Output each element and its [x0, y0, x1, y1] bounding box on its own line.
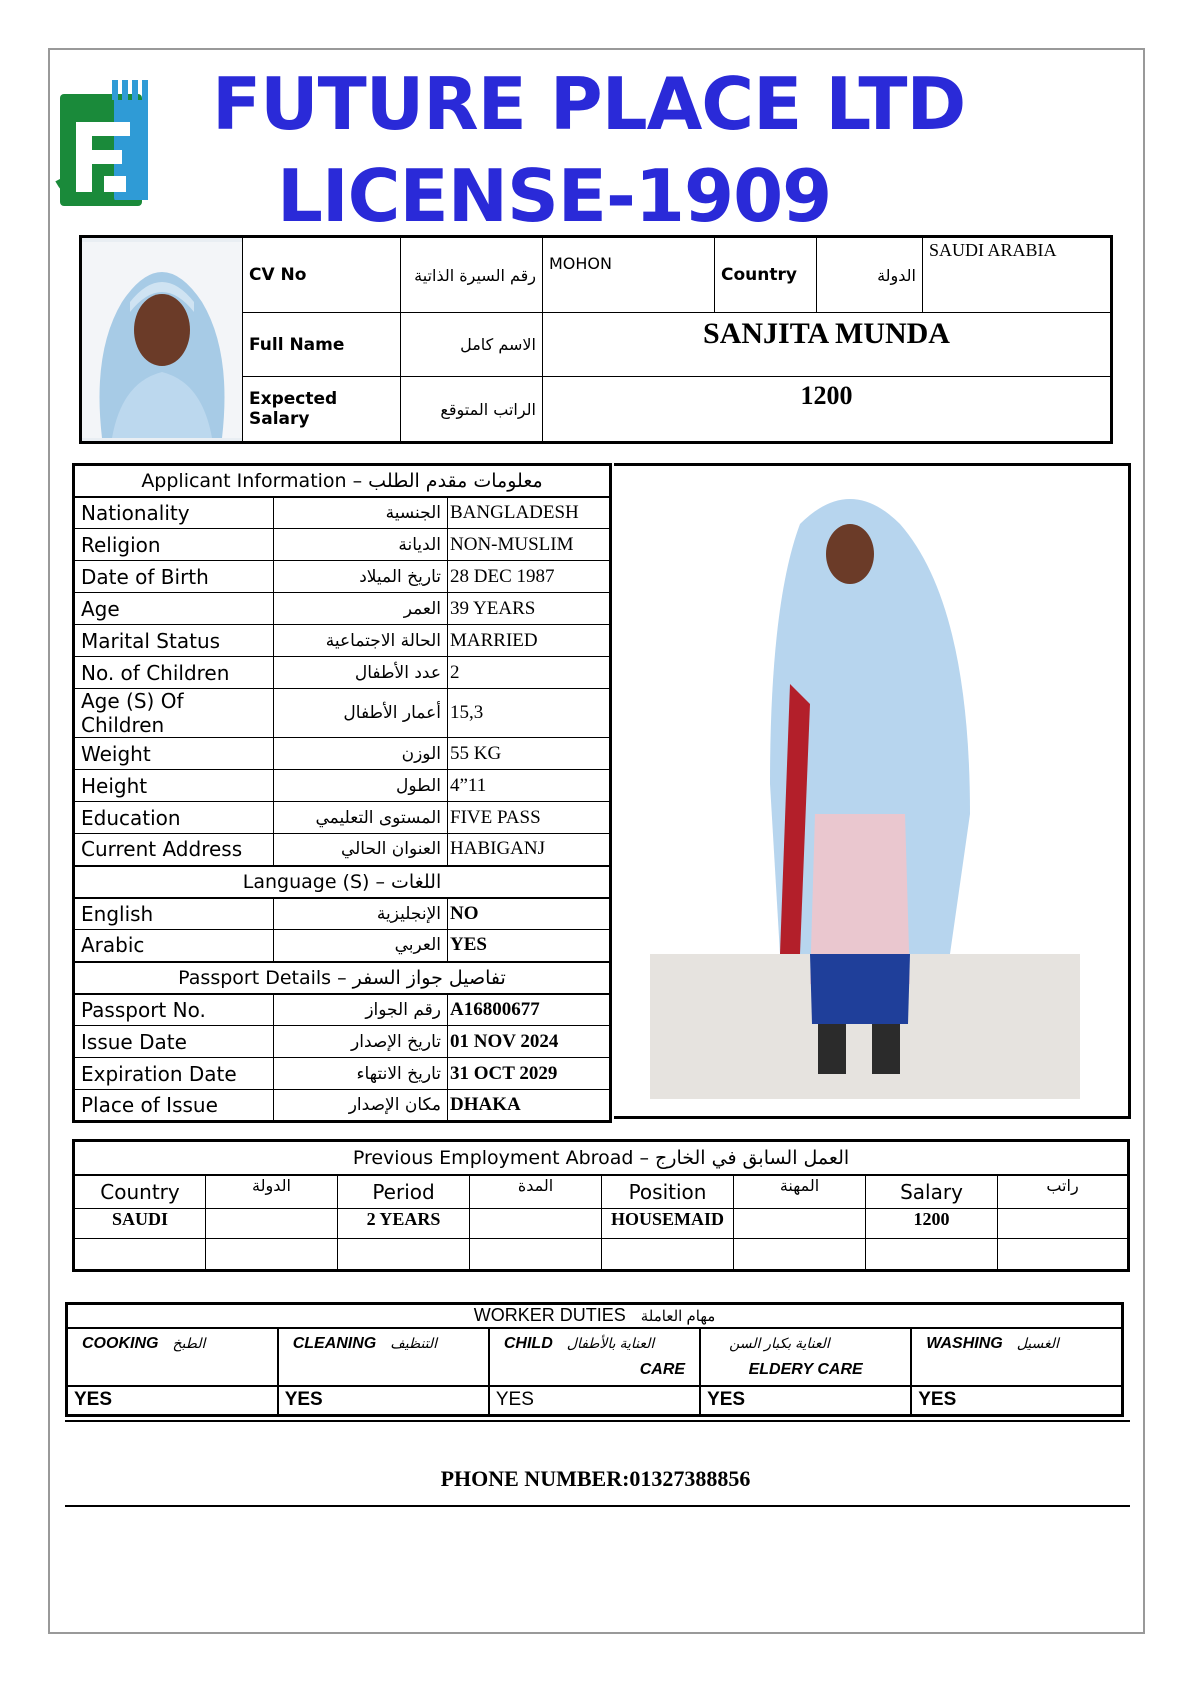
row-label: Age (S) Of Children — [74, 689, 274, 738]
emp-header-position-ar: المهنة — [734, 1175, 866, 1209]
row-value: 01 NOV 2024 — [448, 1026, 611, 1058]
employment-title: Previous Employment Abroad – العمل السابق في الخارج — [74, 1141, 1129, 1175]
row-value: 55 KG — [448, 738, 611, 770]
row-label-ar: الإنجليزية — [274, 898, 448, 930]
row-label-ar: الديانة — [274, 529, 448, 561]
duty-label: WASHING — [926, 1334, 1003, 1352]
table-row — [74, 738, 611, 770]
row-value: BANGLADESH — [448, 497, 611, 529]
row-value: YES — [448, 930, 611, 962]
row-value: HABIGANJ — [448, 834, 611, 866]
table-row — [74, 593, 611, 625]
table-row — [74, 802, 611, 834]
row-label-ar: أعمار الأطفال — [274, 689, 448, 738]
row-label-ar: المستوى التعليمي — [274, 802, 448, 834]
row-label-ar: الوزن — [274, 738, 448, 770]
passport-title: Passport Details – تفاصيل جواز السفر — [74, 962, 611, 994]
row-label: Weight — [74, 738, 274, 770]
duty-label: CLEANING — [292, 1334, 377, 1352]
phone-number: PHONE NUMBER:01327388856 — [440, 1466, 751, 1491]
row-label: No. of Children — [74, 657, 274, 689]
row-label: Education — [74, 802, 274, 834]
table-row — [74, 529, 611, 561]
duty-value: YES — [911, 1386, 1122, 1416]
duty-label-ar: العناية بالأطفال — [566, 1334, 655, 1351]
duty-value: YES — [700, 1386, 911, 1416]
emp-header-position: Position — [602, 1175, 734, 1209]
table-row — [74, 625, 611, 657]
row-label-ar: الطول — [274, 770, 448, 802]
language-title: Language (S) – اللغات — [74, 866, 611, 898]
emp-header-salary-ar: راتب — [998, 1175, 1129, 1209]
table-row — [74, 657, 611, 689]
table-row — [74, 561, 611, 593]
row-label-ar: العمر — [274, 593, 448, 625]
emp-empty-cell — [734, 1209, 866, 1239]
duty-label-cell — [911, 1328, 1122, 1386]
applicant-info-title: Applicant Information – معلومات مقدم الطلب — [74, 465, 611, 497]
portrait-photo-cell — [81, 237, 243, 443]
applicant-info-table — [72, 463, 612, 1123]
duty-label-ar: الغسيل — [1016, 1334, 1059, 1351]
divider-line — [65, 1505, 1130, 1507]
duty-label: COOKING — [82, 1334, 159, 1352]
table-row — [74, 497, 611, 529]
worker-duties-title-en: WORKER DUTIES — [473, 1305, 626, 1326]
emp-header-salary: Salary — [866, 1175, 998, 1209]
worker-duties-table — [65, 1302, 1124, 1417]
emp-header-period-ar: المدة — [470, 1175, 602, 1209]
expected-salary-label: Expected Salary — [243, 377, 401, 443]
row-label: Passport No. — [74, 994, 274, 1026]
table-row — [74, 930, 611, 962]
company-name: FUTURE PLACE LTD — [212, 62, 966, 146]
expected-salary-value: 1200 — [543, 377, 1112, 443]
emp-empty-cell — [998, 1209, 1129, 1239]
row-value: NON-MUSLIM — [448, 529, 611, 561]
duty-label: CHILD — [503, 1334, 553, 1352]
row-label-ar: الحالة الاجتماعية — [274, 625, 448, 657]
row-value: 31 OCT 2029 — [448, 1058, 611, 1090]
row-label: Issue Date — [74, 1026, 274, 1058]
row-value: 15,3 — [448, 689, 611, 738]
employment-table — [72, 1139, 1130, 1272]
row-value: 28 DEC 1987 — [448, 561, 611, 593]
row-label-ar: العربي — [274, 930, 448, 962]
country-value: SAUDI ARABIA — [923, 237, 1112, 313]
full-name-label: Full Name — [243, 313, 401, 377]
emp-period-value: 2 YEARS — [338, 1209, 470, 1239]
emp-position-value: HOUSEMAID — [602, 1209, 734, 1239]
duty-label-cell — [67, 1328, 278, 1386]
company-title — [212, 58, 965, 242]
cv-no-label-ar: رقم السيرة الذاتية — [401, 237, 543, 313]
duty-label-line2: ELDERY CARE — [748, 1360, 863, 1378]
emp-salary-value: 1200 — [866, 1209, 998, 1239]
duty-label-ar: التنظيف — [390, 1334, 438, 1351]
full-name-value: SANJITA MUNDA — [543, 313, 1112, 377]
table-row — [74, 1239, 1129, 1271]
duty-label-line2: CARE — [639, 1360, 686, 1378]
table-row — [74, 1026, 611, 1058]
duty-label-ar: الطبخ — [172, 1334, 206, 1351]
row-label: Date of Birth — [74, 561, 274, 593]
cv-no-label: CV No — [243, 237, 401, 313]
row-value: FIVE PASS — [448, 802, 611, 834]
portrait-photo — [82, 242, 242, 438]
emp-header-country: Country — [74, 1175, 206, 1209]
row-label-ar: تاريخ الإصدار — [274, 1026, 448, 1058]
row-value: 39 YEARS — [448, 593, 611, 625]
row-label-ar: رقم الجواز — [274, 994, 448, 1026]
row-label: Age — [74, 593, 274, 625]
row-value: 2 — [448, 657, 611, 689]
country-label: Country — [715, 237, 817, 313]
row-label-ar: العنوان الحالي — [274, 834, 448, 866]
table-row — [74, 834, 611, 866]
row-label: Arabic — [74, 930, 274, 962]
row-label: Expiration Date — [74, 1058, 274, 1090]
table-row — [74, 994, 611, 1026]
row-label-ar: عدد الأطفال — [274, 657, 448, 689]
duty-label-ar: العناية بكبار السن — [729, 1334, 830, 1351]
full-body-photo — [650, 484, 1080, 1099]
row-label-ar: مكان الإصدار — [274, 1090, 448, 1122]
top-info-table — [79, 235, 1113, 444]
emp-country-value: SAUDI — [74, 1209, 206, 1239]
duty-label-cell — [278, 1328, 489, 1386]
future-place-logo-icon — [54, 80, 164, 215]
duty-label-cell — [489, 1328, 700, 1386]
row-label: English — [74, 898, 274, 930]
row-value: 4”11 — [448, 770, 611, 802]
row-label: Current Address — [74, 834, 274, 866]
row-value: A16800677 — [448, 994, 611, 1026]
worker-duties-title — [67, 1304, 1123, 1328]
row-label: Nationality — [74, 497, 274, 529]
table-row — [74, 1058, 611, 1090]
row-label: Religion — [74, 529, 274, 561]
table-row — [74, 1090, 611, 1122]
expected-salary-label-ar: الراتب المتوقع — [401, 377, 543, 443]
worker-duties-title-ar: مهام العاملة — [640, 1308, 716, 1326]
row-label-ar: تاريخ الانتهاء — [274, 1058, 448, 1090]
cv-no-value: MOHON — [543, 237, 715, 313]
row-value: MARRIED — [448, 625, 611, 657]
row-label-ar: الجنسية — [274, 497, 448, 529]
license-number: LICENSE-1909 — [277, 154, 832, 238]
row-value: NO — [448, 898, 611, 930]
row-label: Marital Status — [74, 625, 274, 657]
emp-empty-cell — [470, 1209, 602, 1239]
duty-label-cell — [700, 1328, 911, 1386]
duty-value: YES — [67, 1386, 278, 1416]
row-label: Height — [74, 770, 274, 802]
country-label-ar: الدولة — [817, 237, 923, 313]
emp-header-period: Period — [338, 1175, 470, 1209]
table-row — [74, 689, 611, 738]
emp-header-country-ar: الدولة — [206, 1175, 338, 1209]
duty-value: YES — [489, 1386, 700, 1416]
emp-empty-cell — [206, 1209, 338, 1239]
row-label-ar: تاريخ الميلاد — [274, 561, 448, 593]
full-body-photo-frame — [614, 463, 1131, 1119]
row-value: DHAKA — [448, 1090, 611, 1122]
divider-line — [65, 1420, 1130, 1422]
duty-value: YES — [278, 1386, 489, 1416]
row-label: Place of Issue — [74, 1090, 274, 1122]
table-row — [74, 770, 611, 802]
table-row — [74, 1209, 1129, 1239]
full-name-label-ar: الاسم كامل — [401, 313, 543, 377]
table-row — [74, 898, 611, 930]
